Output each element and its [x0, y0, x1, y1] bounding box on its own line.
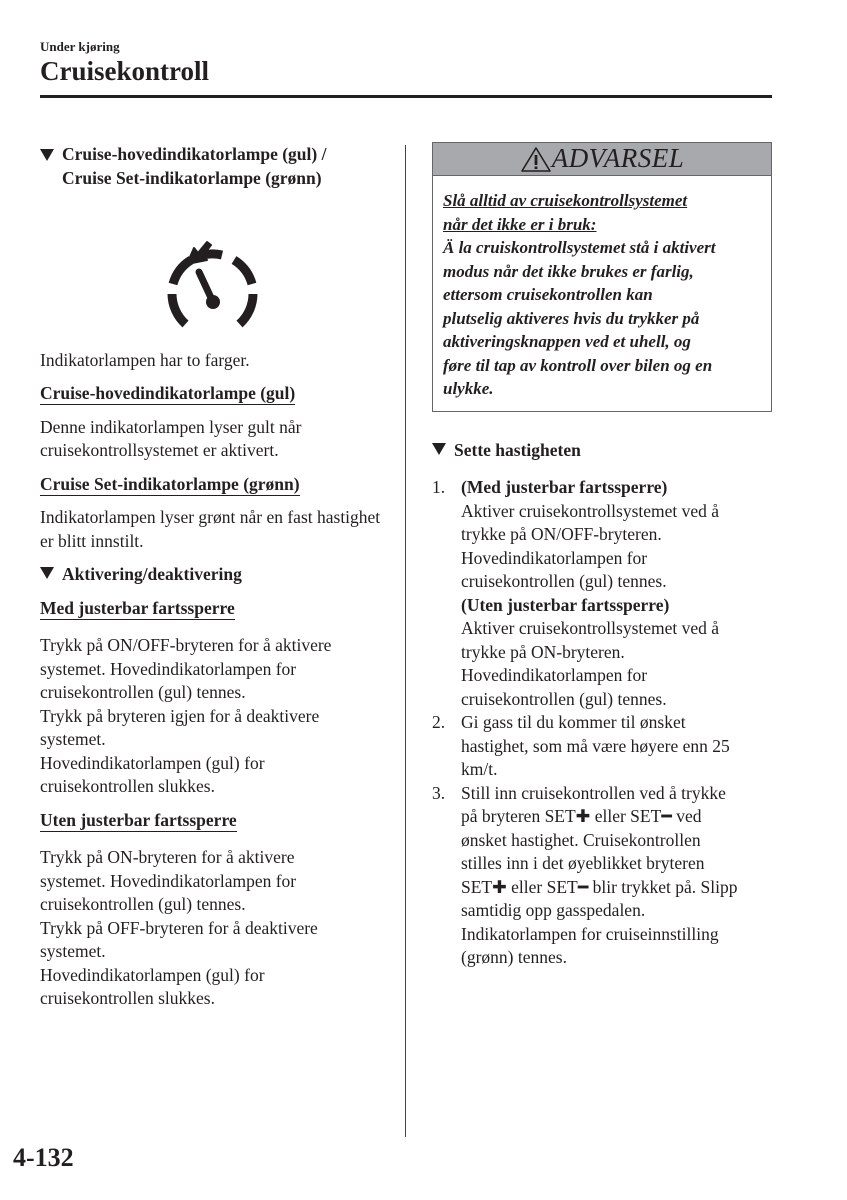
text-line: på bryteren SET✚ eller SET━ ved: [461, 806, 702, 826]
left-column: [40, 143, 385, 1011]
text-line: cruisekontrollen (gul) tennes.: [461, 688, 667, 709]
section-triangle-icon: [40, 567, 54, 579]
section-triangle-icon: [432, 443, 446, 455]
activation-heading: [40, 563, 385, 587]
warning-line: føre til tap av kontroll over bilen og en: [443, 355, 713, 375]
text-line: stilles inn i det øyeblikket bryteren: [461, 853, 705, 873]
warning-header: [433, 143, 771, 176]
page-number: 4-132: [13, 1143, 74, 1172]
text-line: Gi gass til du kommer til ønsket: [461, 712, 686, 732]
text-line: trykke på ON/OFF-bryteren.: [461, 524, 662, 544]
text-line: cruisekontrollen (gul) tennes.: [40, 682, 246, 702]
text-line: km/t.: [461, 759, 498, 779]
warning-lead-line: når det ikke er i bruk:: [443, 214, 597, 234]
text-line: cruisekontrollen slukkes.: [40, 988, 215, 1008]
text-line: Trykk på ON/OFF-bryteren for å aktivere: [40, 635, 332, 655]
indicator-section-heading: [40, 143, 385, 190]
page-title: Cruisekontroll: [40, 56, 210, 86]
with-limiter-text: [40, 634, 385, 799]
warning-line: aktiveringsknappen ved et uhell, og: [443, 332, 691, 351]
list-body: [461, 782, 774, 970]
list-number: 1.: [432, 477, 446, 497]
indicator-heading-line-2: Cruise Set-indikatorlampe (grønn): [62, 167, 322, 188]
list-number: 3.: [432, 782, 446, 803]
set-speed-heading-text: Sette hastigheten: [454, 439, 581, 460]
text-line: SET✚ eller SET━ blir trykket på. Slipp: [461, 876, 738, 897]
text-line: hastighet, som må være høyere enn 25: [461, 735, 730, 756]
without-limiter-text: [40, 846, 385, 1011]
main-lamp-heading: Cruise-hovedindikatorlampe (gul): [40, 383, 296, 403]
text-line: systemet.: [40, 941, 106, 961]
warning-line: modus når det ikke brukes er farlig,: [443, 261, 694, 281]
warning-line: ulykke.: [443, 379, 494, 398]
set-lamp-heading: Cruise Set-indikatorlampe (grønn): [40, 473, 300, 494]
text-line: Hovedindikatorlampen (gul) for: [40, 752, 265, 773]
warning-box: [432, 142, 772, 412]
list-item: [432, 711, 774, 782]
text-line: Trykk på bryteren igjen for å deaktivere: [40, 705, 320, 726]
text-line: Hovedindikatorlampen (gul) for: [40, 964, 265, 985]
warning-title: ADVARSEL: [551, 143, 685, 174]
text-line: Aktiver cruisekontrollsystemet ved å: [461, 618, 720, 638]
text-line: systemet.: [40, 729, 106, 749]
chapter-label: Under kjøring: [40, 39, 120, 54]
text-line: trykke på ON-bryteren.: [461, 641, 625, 662]
list-item: [432, 782, 774, 970]
warning-line: Ä la cruiskontrollsystemet stå i aktivert: [443, 238, 716, 257]
text-line: (Uten justerbar fartssperre): [461, 594, 670, 615]
set-lamp-text: Indikatorlampen lyser grønt når en fast hastighet er blitt innstilt.: [40, 507, 381, 551]
text-line: Hovedindikatorlampen for: [461, 665, 648, 685]
warning-line: plutselig aktiveres hvis du trykker på: [443, 308, 700, 328]
warning-triangle-icon: [520, 146, 552, 173]
text-line: systemet. Hovedindikatorlampen for: [40, 870, 297, 891]
text-line: (Med justerbar fartssperre): [461, 477, 668, 497]
list-number: 2.: [432, 712, 446, 732]
without-limiter-heading: Uten justerbar fartssperre: [40, 809, 237, 830]
text-line: (grønn) tennes.: [461, 947, 567, 967]
text-line: cruisekontrollen (gul) tennes.: [40, 894, 246, 914]
indicator-intro: Indikatorlampen har to farger.: [40, 349, 250, 370]
cruise-speedometer-icon: [165, 222, 260, 332]
warning-line: ettersom cruisekontrollen kan: [443, 285, 653, 304]
text-line: ønsket hastighet. Cruisekontrollen: [461, 829, 701, 850]
section-triangle-icon: [40, 149, 54, 161]
text-line: systemet. Hovedindikatorlampen for: [40, 658, 297, 679]
right-column: [432, 142, 774, 970]
title-rule: [40, 95, 772, 98]
warning-lead-line: Slå alltid av cruisekontrollsystemet: [443, 191, 688, 210]
text-line: Trykk på OFF-bryteren for å deaktivere: [40, 917, 318, 938]
set-speed-heading: [432, 439, 774, 463]
indicator-heading-line-1: Cruise-hovedindikatorlampe (gul) /: [62, 144, 327, 164]
warning-body: [433, 176, 771, 411]
list-body: [461, 476, 774, 711]
text-line: Still inn cruisekontrollen ved å trykke: [461, 782, 726, 803]
activation-heading-text: Aktivering/deaktivering: [62, 564, 242, 584]
text-line: cruisekontrollen slukkes.: [40, 776, 215, 796]
text-line: Aktiver cruisekontrollsystemet ved å: [461, 500, 720, 521]
column-divider: [405, 145, 406, 1137]
text-line: samtidig opp gasspedalen.: [461, 900, 646, 920]
text-line: cruisekontrollen (gul) tennes.: [461, 571, 667, 591]
list-body: [461, 711, 774, 782]
text-line: Indikatorlampen for cruiseinnstilling: [461, 923, 719, 944]
main-lamp-text: Denne indikatorlampen lyser gult når cruisekontrollsystemet er aktivert.: [40, 416, 302, 460]
with-limiter-heading: Med justerbar fartssperre: [40, 597, 235, 618]
text-line: Trykk på ON-bryteren for å aktivere: [40, 847, 295, 867]
text-line: Hovedindikatorlampen for: [461, 547, 648, 568]
list-item: [432, 476, 774, 711]
